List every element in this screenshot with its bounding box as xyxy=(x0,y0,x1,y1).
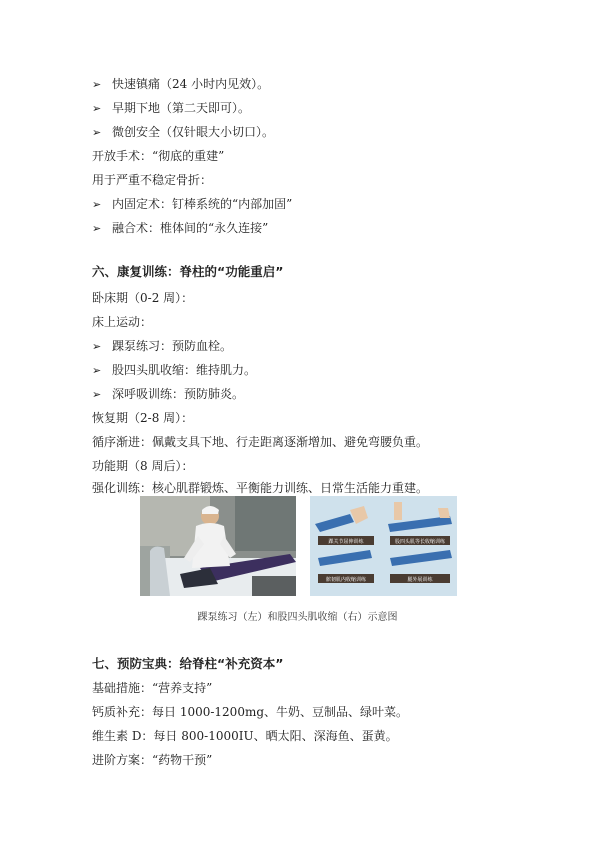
list-item: ➢ 股四头肌收缩：维持肌力。 xyxy=(92,363,257,377)
advanced-plan: 进阶方案：“药物干预” xyxy=(92,753,213,767)
list-item: ➢ 早期下地（第二天即可）。 xyxy=(92,101,251,115)
open-surgery-intro: 用于严重不稳定骨折： xyxy=(92,173,213,187)
basic-measures: 基础措施：“营养支持” xyxy=(92,681,213,695)
calcium-text: 钙质补充：每日 1000-1200mg、牛奶、豆制品、绿叶菜。 xyxy=(92,705,409,719)
ankle-pump-photo xyxy=(140,496,296,596)
vitamin-d-text: 维生素 D：每日 800-1000IU、晒太阳、深海鱼、蛋黄。 xyxy=(92,729,398,743)
arrow-bullet-icon: ➢ xyxy=(92,126,102,139)
arrow-bullet-icon: ➢ xyxy=(92,102,102,115)
list-item: ➢ 踝泵练习：预防血栓。 xyxy=(92,339,233,353)
bed-exercise: 床上运动： xyxy=(92,315,153,329)
list-item: ➢ 快速镇痛（24 小时内见效）。 xyxy=(92,77,270,91)
arrow-bullet-icon: ➢ xyxy=(92,222,102,235)
open-surgery-title: 开放手术：“彻底的重建” xyxy=(92,149,225,163)
figure-caption: 踝泵练习（左）和股四头肌收缩（右）示意图 xyxy=(197,612,398,623)
section-heading: 六、康复训练：脊柱的“功能重启” xyxy=(92,264,284,279)
arrow-bullet-icon: ➢ xyxy=(92,78,102,91)
function-text: 强化训练：核心肌群锻炼、平衡能力训练、日常生活能力重建。 xyxy=(92,481,429,495)
diagram-label: 腿外展训练 xyxy=(407,577,433,583)
arrow-bullet-icon: ➢ xyxy=(92,340,102,353)
arrow-bullet-icon: ➢ xyxy=(92,198,102,211)
arrow-bullet-icon: ➢ xyxy=(92,388,102,401)
list-item: ➢ 深呼吸训练：预防肺炎。 xyxy=(92,387,245,401)
list-item: ➢ 微创安全（仅针眼大小切口）。 xyxy=(92,125,275,139)
diagram-label: 踝关节屈伸训练 xyxy=(328,539,364,545)
recovery-phase: 恢复期（2-8 周）： xyxy=(92,411,194,425)
bed-phase: 卧床期（0-2 周）： xyxy=(92,291,194,305)
arrow-bullet-icon: ➢ xyxy=(92,364,102,377)
list-item: ➢ 融合术：椎体间的“永久连接” xyxy=(92,221,269,235)
quadriceps-diagram xyxy=(310,496,457,596)
diagram-label: 髌韧肌内收缩训练 xyxy=(325,577,367,583)
section-heading: 七、预防宝典：给脊柱“补充资本” xyxy=(92,656,284,671)
diagram-label: 股四头肌等长收缩训练 xyxy=(394,539,446,545)
list-item: ➢ 内固定术：钉棒系统的“内部加固” xyxy=(92,197,293,211)
function-phase: 功能期（8 周后）： xyxy=(92,459,194,473)
recovery-text: 循序渐进：佩戴支具下地、行走距离逐渐增加、避免弯腰负重。 xyxy=(92,435,429,449)
